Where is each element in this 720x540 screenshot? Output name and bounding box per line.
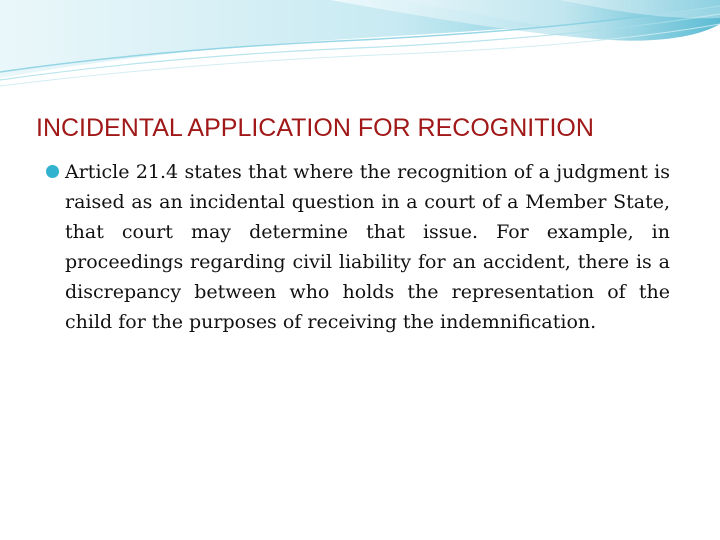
bullet-text: Article 21.4 states that where the recognition of a judgment is raised as an incidental question in a court of a Member State, that court may determine that issue. For example, in proceedings regarding civil liability for an accident, there is a discrepancy between who holds the representation of the child for the purposes of receiving the indemnification.	[65, 161, 670, 333]
bullet-item	[46, 157, 670, 337]
slide-title: INCIDENTAL APPLICATION FOR RECOGNITION	[36, 114, 594, 142]
header-wave-decoration	[0, 0, 720, 95]
bullet-dot-icon	[46, 165, 59, 178]
